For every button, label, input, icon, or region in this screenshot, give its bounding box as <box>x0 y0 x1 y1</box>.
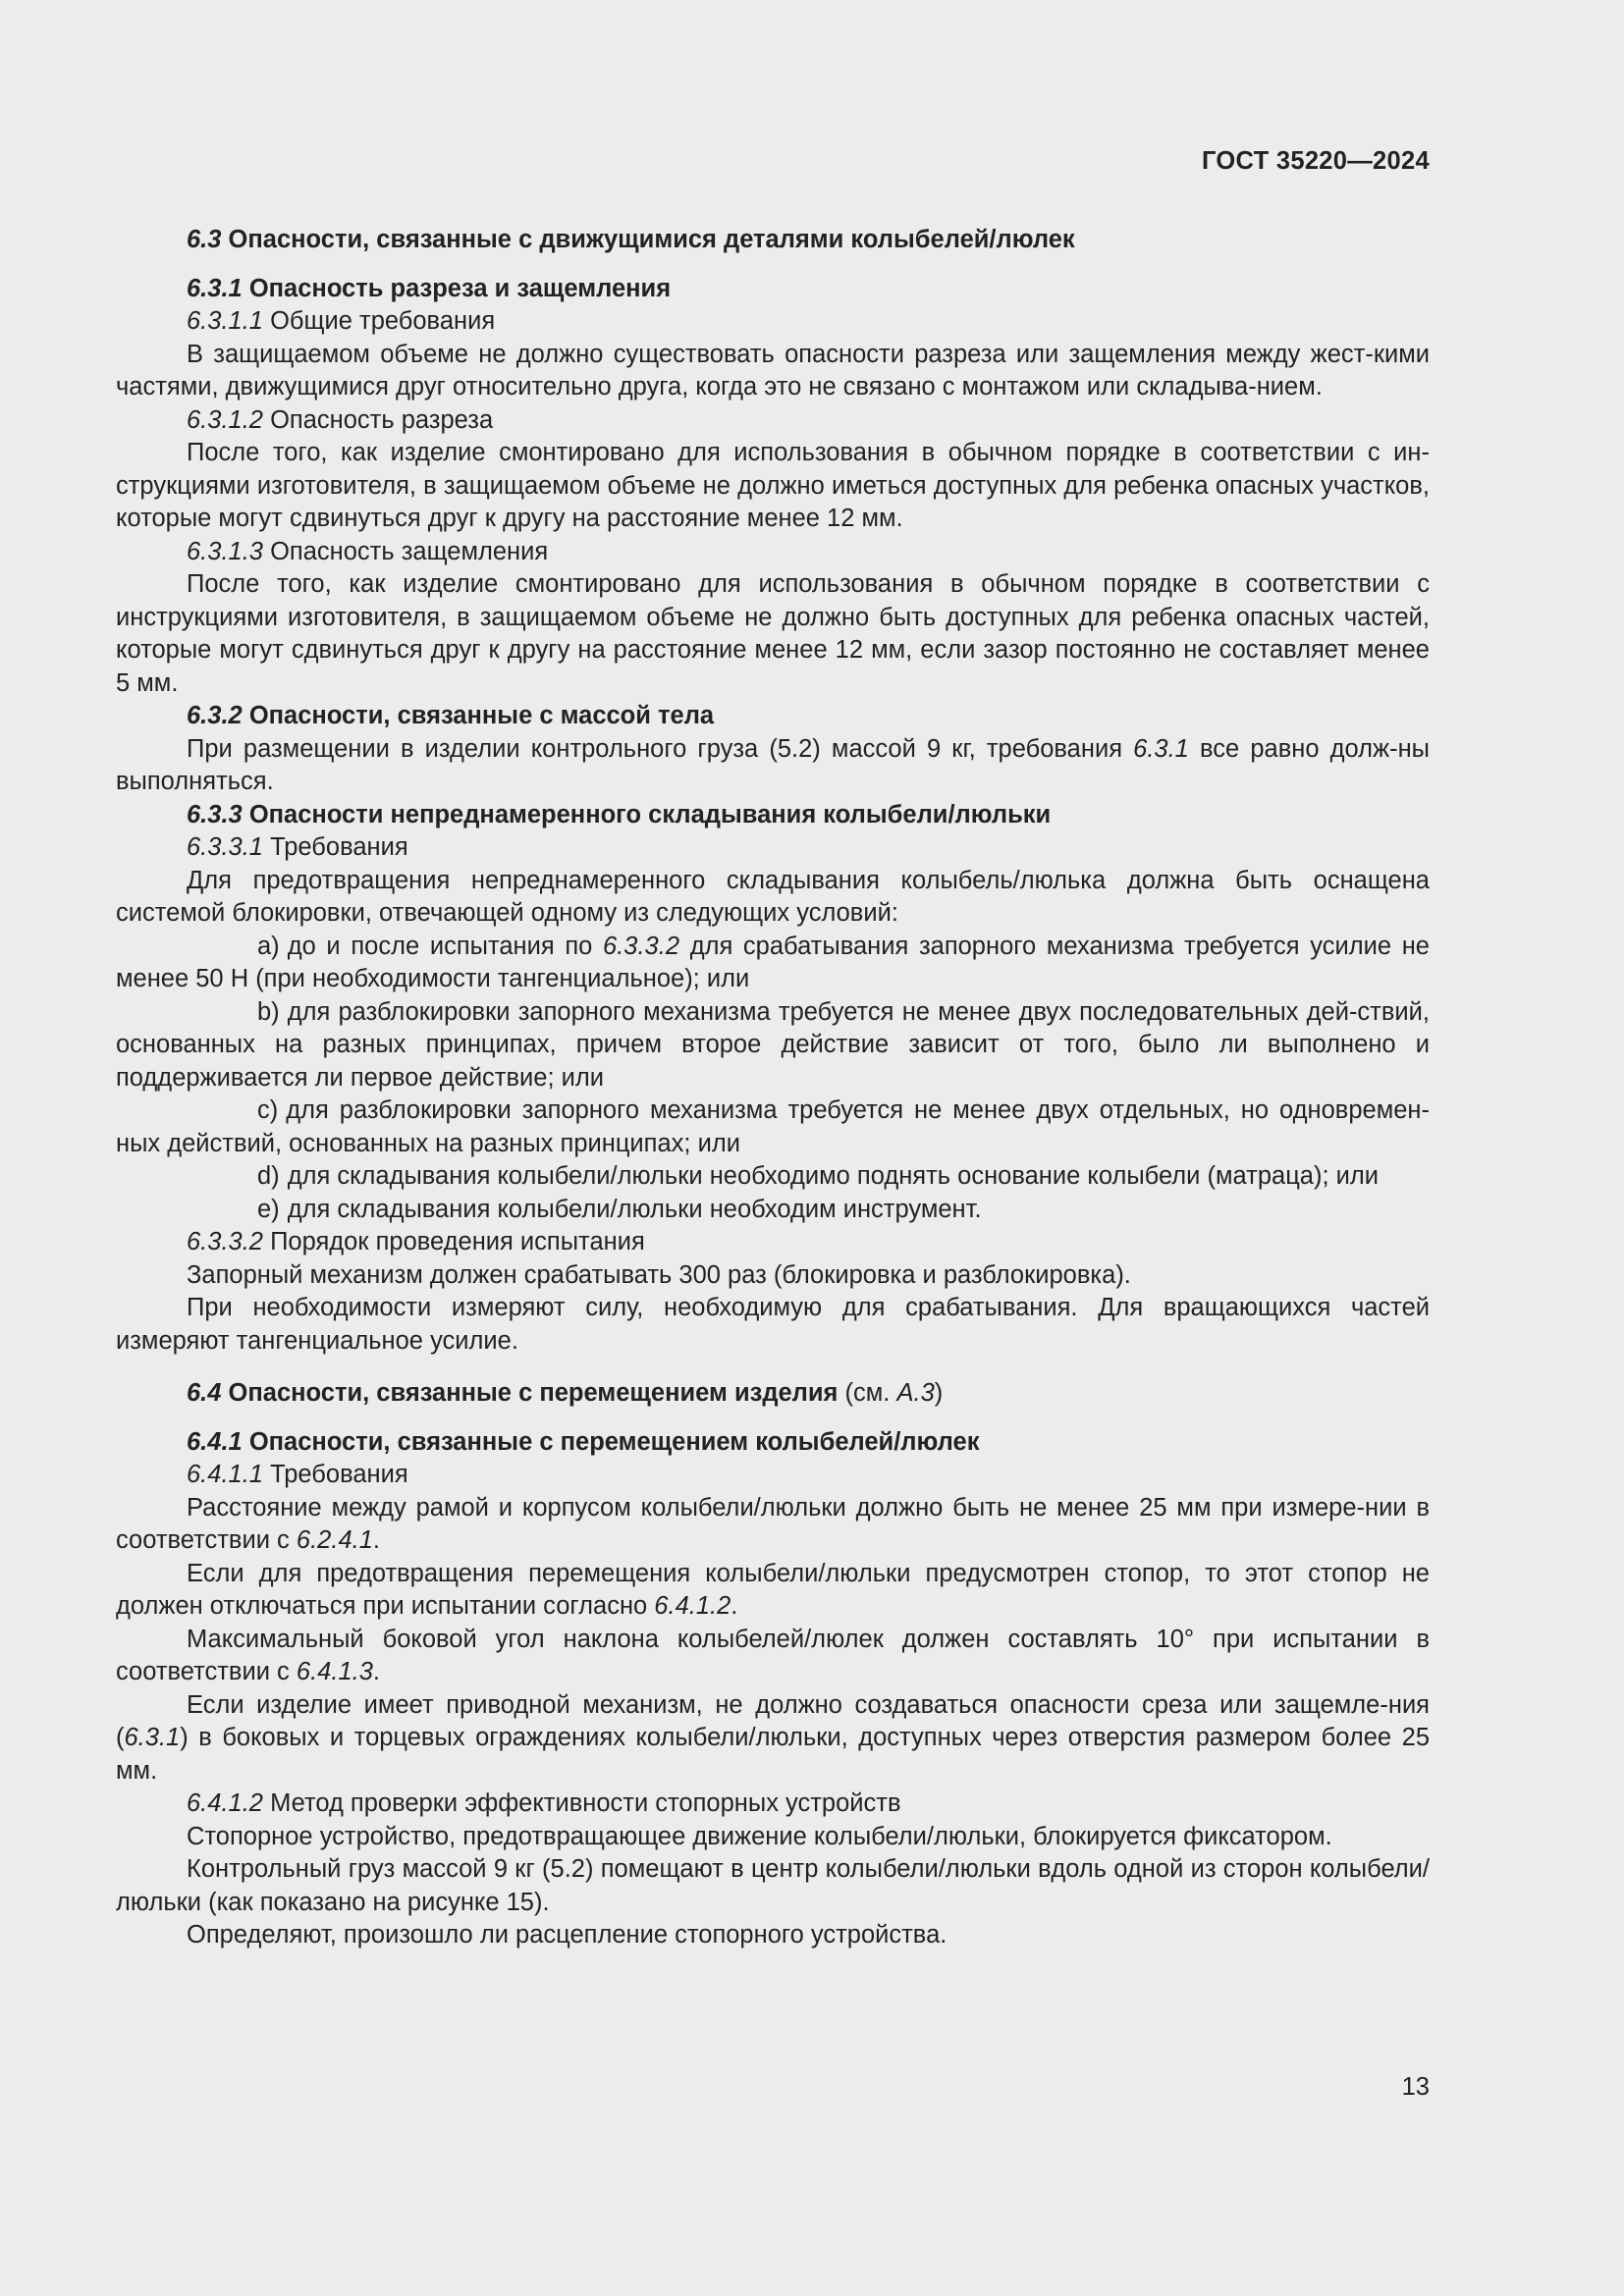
paragraph <box>116 733 1430 799</box>
section-title: Порядок проведения испытания <box>270 1228 645 1255</box>
section-number: 6.3.3.1 <box>187 833 263 861</box>
cross-reference: 6.2.4.1 <box>296 1526 373 1554</box>
text: Если для предотвращения перемещения колыбели/люльки предусмотрен стопор, то этот стопор не должен отключаться при испытании согласно <box>116 1559 1430 1620</box>
section-number: 6.3.3.2 <box>187 1228 263 1255</box>
section-title: Опасности, связанные с перемещением колыбелей/люлек <box>248 1427 980 1456</box>
text: для разблокировки запорного механизма требуется не менее двух отдельных, но одновремен-ных действий, основанных на разных принципах; или <box>116 1096 1430 1157</box>
paragraph: Контрольный груз массой 9 кг (5.2) помещают в центр колыбели/люльки вдоль одной из сторон колыбели/люльки (как показано на рисунке 15). <box>116 1855 1430 1916</box>
paragraph <box>116 1689 1430 1789</box>
paragraph: В защищаемом объеме не должно существовать опасности разреза или защемления между жест-кими частями, движущимися друг относительно друга, когда это не связано с монтажом или складыва-нием. <box>116 340 1430 400</box>
paragraph: Для предотвращения непреднамеренного складывания колыбель/люлька должна быть оснащена системой блокировки, отвечающей одному из следующих условий: <box>116 866 1430 927</box>
section-title: Требования <box>270 1461 408 1488</box>
section-6-3-1-1-heading <box>116 305 1430 339</box>
paragraph <box>116 1492 1430 1558</box>
section-6-3-1-3-heading <box>116 536 1430 569</box>
text: для складывания колыбели/люльки необходимо поднять основание колыбели (матраца); или <box>287 1162 1380 1190</box>
document-code: ГОСТ 35220—2024 <box>1201 147 1430 175</box>
section-6-3-heading <box>116 224 1430 257</box>
text: для срабатывания запорного механизма требуется усилие не менее 50 Н (при необходимости тангенциальное); или <box>116 932 1430 992</box>
list-item-label: a) <box>257 932 280 960</box>
section-title: Опасность защемления <box>270 537 549 565</box>
section-title: Опасность разреза и защемления <box>248 274 672 302</box>
section-6-3-2-heading <box>116 700 1430 733</box>
text: до и после испытания по <box>287 932 593 960</box>
section-6-4-heading <box>116 1377 1430 1411</box>
page-number: 13 <box>1401 2073 1430 2101</box>
section-6-3-3-heading <box>116 799 1430 832</box>
section-6-3-1-2-heading <box>116 404 1430 438</box>
section-6-4-1-heading <box>116 1426 1430 1460</box>
cross-reference: 6.3.3.2 <box>603 932 679 960</box>
section-number: 6.4.1.1 <box>187 1461 263 1488</box>
section-6-4-1-1-heading <box>116 1459 1430 1492</box>
list-item <box>116 1160 1430 1194</box>
text: Расстояние между рамой и корпусом колыбели/люльки должно быть не менее 25 мм при измере-нии в соответствии с <box>116 1493 1430 1554</box>
text: При размещении в изделии контрольного груза (5.2) массой 9 кг, требования <box>187 734 1122 763</box>
text: . <box>372 1658 380 1685</box>
paragraph: После того, как изделие смонтировано для использования в обычном порядке в соответствии с инструкциями изготовителя, в защищаемом объеме не должно быть доступных для ребенка опасных частей, которые могут сдвинуться друг к другу на расстояние менее 12 мм, если зазор постоянно не составляет менее 5 мм. <box>116 570 1430 697</box>
section-number: 6.4.1 <box>187 1427 243 1456</box>
section-number: 6.3.1.3 <box>187 537 263 565</box>
text: для складывания колыбели/люльки необходим инструмент. <box>287 1195 982 1223</box>
text: . <box>372 1526 380 1554</box>
text: . <box>731 1592 738 1620</box>
section-title: Метод проверки эффективности стопорных устройств <box>270 1789 901 1817</box>
section-title: Опасности, связанные с массой тела <box>248 702 715 729</box>
section-number: 6.4 <box>187 1379 222 1407</box>
cross-reference: 6.4.1.2 <box>654 1592 731 1620</box>
section-title: Общие требования <box>270 307 496 335</box>
section-number: 6.3.2 <box>187 702 243 729</box>
paragraph: После того, как изделие смонтировано для использования в обычном порядке в соответствии с ин-струкциями изготовителя, в защищаемом объеме не должно иметься доступных для ребенка опасных участков, которые могут сдвинуться друг к другу на расстояние менее 12 мм. <box>116 439 1430 532</box>
section-number: 6.3.1 <box>187 274 243 302</box>
paragraph: При необходимости измеряют силу, необходимую для срабатывания. Для вращающихся частей измеряют тангенциальное усилие. <box>116 1294 1430 1355</box>
section-number: 6.3.3 <box>187 800 243 828</box>
cross-reference: 6.3.1 <box>1133 734 1189 763</box>
text: Максимальный боковой угол наклона колыбелей/люлек должен составлять 10° при испытании в соответствии с <box>116 1625 1430 1685</box>
cross-reference: A.3 <box>896 1379 935 1407</box>
section-6-4-1-2-heading <box>116 1788 1430 1821</box>
list-item-label: c) <box>257 1096 279 1124</box>
text: для разблокировки запорного механизма требуется не менее двух последовательных дей-ствий, основанных на разных принципах, причем второе действие зависит от того, было ли выполнено и поддерживается ли первое действие; или <box>116 997 1430 1092</box>
section-title: Опасности непреднамеренного складывания колыбели/люльки <box>248 800 1052 828</box>
text: Если изделие имеет приводной механизм, не должно создаваться опасности среза или защемле-ния ( <box>116 1690 1430 1751</box>
paragraph: Запорный механизм должен срабатывать 300 раз (блокировка и разблокировка). <box>187 1260 1131 1289</box>
list-item <box>116 1194 1430 1227</box>
list-item <box>116 931 1430 996</box>
text: ) в боковых и торцевых ограждениях колыбели/люльки, доступных через отверстия размером более 25 мм. <box>116 1724 1430 1785</box>
list-item <box>116 996 1430 1095</box>
document-body <box>116 137 1430 1952</box>
section-title: Опасности, связанные с движущимися деталями колыбелей/люлек <box>228 226 1075 253</box>
section-number: 6.3 <box>187 226 222 253</box>
section-title: Требования <box>270 833 408 861</box>
section-6-3-1-heading <box>116 273 1430 306</box>
paragraph: Стопорное устройство, предотвращающее движение колыбели/люльки, блокируется фиксатором. <box>187 1822 1332 1850</box>
paragraph <box>116 1558 1430 1624</box>
text: все равно долж-ны выполняться. <box>116 734 1430 795</box>
text: (см. <box>844 1379 891 1407</box>
list-item-label: d) <box>257 1162 280 1190</box>
section-number: 6.4.1.2 <box>187 1789 263 1817</box>
section-title: Опасности, связанные с перемещением изделия <box>228 1379 839 1407</box>
section-title: Опасность разреза <box>270 405 494 434</box>
section-6-3-3-2-heading <box>116 1226 1430 1259</box>
section-number: 6.3.1.2 <box>187 405 263 434</box>
list-item-label: e) <box>257 1195 280 1223</box>
paragraph: Определяют, произошло ли расцепление стопорного устройства. <box>187 1921 947 1949</box>
text: ) <box>934 1379 944 1407</box>
cross-reference: 6.3.1 <box>124 1724 181 1751</box>
paragraph <box>116 1624 1430 1689</box>
list-item <box>116 1095 1430 1160</box>
cross-reference: 6.4.1.3 <box>296 1658 373 1685</box>
list-item-label: b) <box>257 997 280 1026</box>
section-number: 6.3.1.1 <box>187 307 263 335</box>
section-6-3-3-1-heading <box>116 831 1430 865</box>
